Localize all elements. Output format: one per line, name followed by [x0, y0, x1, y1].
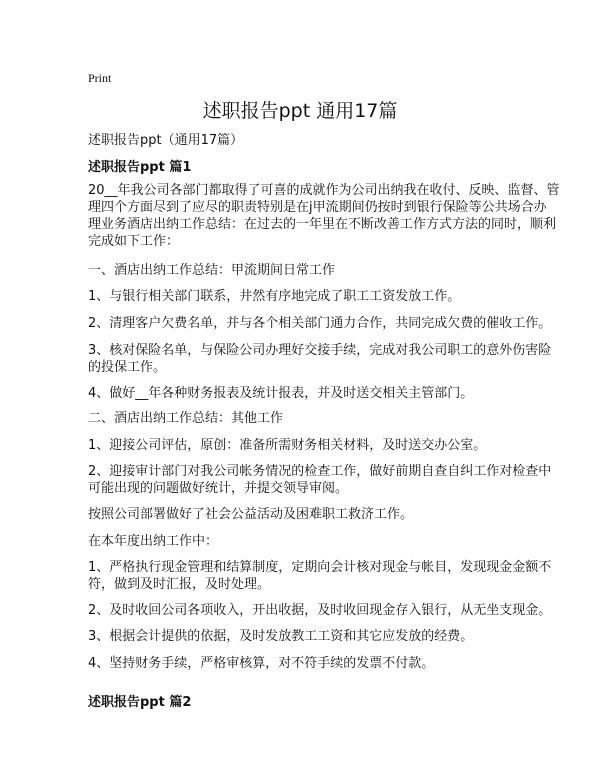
paragraph: [88, 385, 528, 402]
paragraph: [88, 628, 528, 645]
paragraph-line: 理业务酒店出纳工作总结：在过去的一年里在不断改善工作方式方法的同时，顺利: [88, 217, 557, 232]
paragraph-line: 1、与银行相关部门联系，井然有序地完成了职工工资发放工作。: [88, 289, 461, 304]
paragraph-line: 按照公司部署做好了社会公益活动及困难职工救济工作。: [88, 507, 414, 522]
paragraph: [88, 655, 528, 672]
paragraph: [88, 559, 552, 593]
section-heading-2: 述职报告ppt 篇2: [88, 695, 192, 710]
paragraph-line: 2、清理客户欠费名单，并与各个相关部门通力合作，共同完成欠费的催收工作。: [88, 316, 552, 331]
subtitle: 述职报告ppt（通用17篇）: [88, 133, 244, 148]
paragraph-line: 完成如下工作：: [88, 234, 180, 249]
paragraph-line: 1、严格执行现金管理和结算制度，定期向会计核对现金与帐目，发现现金金额不: [88, 560, 552, 575]
paragraph-line: 可能出现的问题做好统计，并提交领导审阅。: [88, 481, 349, 496]
page-title: 述职报告ppt 通用17篇: [202, 100, 398, 122]
paragraph-line: 在本年度出纳工作中：: [88, 534, 219, 549]
paragraph: [88, 506, 528, 523]
paragraph-line: 符，做到及时汇报，及时处理。: [88, 577, 271, 592]
paragraph-line: 1、迎接公司评估，原创：准备所需财务相关材料，及时送交办公室。: [88, 438, 487, 453]
paragraph: [88, 262, 528, 279]
paragraph-line: 2、及时收回公司各项收入，开出收据，及时收回现金存入银行，从无坐支现金。: [88, 603, 552, 618]
section-heading-1: 述职报告ppt 篇1: [88, 160, 192, 175]
paragraph-line: 4、坚持财务手续，严格审核算，对不符手续的发票不付款。: [88, 656, 435, 671]
paragraph-line: 20__年我公司各部门都取得了可喜的成就作为公司出纳我在收付、反映、监督、管: [88, 183, 560, 198]
paragraph: [88, 315, 552, 332]
paragraph-line: 理四个方面尽到了应尽的职责特别是在j甲流期间仍按时到银行保险等公共场合办: [88, 200, 547, 215]
paragraph-line: 3、核对保险名单，与保险公司办理好交接手续，完成对我公司职工的意外伤害险: [88, 343, 552, 358]
paragraph: [88, 533, 528, 550]
paragraph-line: 的投保工作。: [88, 360, 167, 375]
paragraph: [88, 463, 552, 497]
paragraph-line: 二、酒店出纳工作总结：其他工作: [88, 411, 284, 426]
paragraph: [88, 342, 552, 376]
paragraph: [88, 437, 528, 454]
paragraph-line: 4、做好__年各种财务报表及统计报表，并及时送交相关主管部门。: [88, 386, 474, 401]
paragraph-line: 3、根据会计提供的依据，及时发放教工工资和其它应发放的经费。: [88, 629, 474, 644]
paragraph-line: 2、迎接审计部门对我公司帐务情况的检查工作，做好前期自查自纠工作对检查中: [88, 464, 552, 479]
paragraph-line: 一、酒店出纳工作总结：甲流期间日常工作: [88, 263, 336, 278]
paragraph: [88, 182, 560, 250]
paragraph: [88, 410, 528, 427]
paragraph: [88, 288, 528, 305]
print-link[interactable]: Print: [88, 71, 112, 85]
paragraph: [88, 602, 552, 619]
